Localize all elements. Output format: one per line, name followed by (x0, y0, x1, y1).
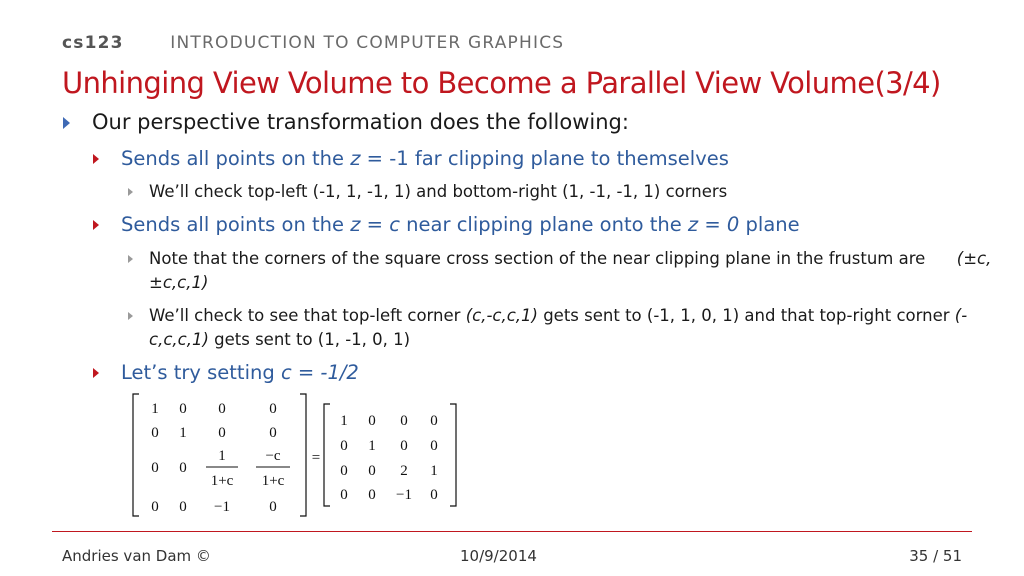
left-matrix-cell: 1 (151, 401, 159, 417)
left-matrix-cell: 0 (179, 499, 187, 515)
left-matrix-left-bracket (133, 394, 139, 516)
left-matrix-cell: 0 (151, 460, 159, 476)
matrix-equation (132, 392, 472, 520)
bullet-arrow-icon (128, 312, 133, 320)
bullet-perspective-transformation (63, 110, 629, 134)
course-code: cs123 (62, 33, 124, 53)
left-matrix-cell: 0 (218, 401, 226, 417)
bullet-far-plane (93, 147, 729, 170)
footer-date: 10/9/2014 (460, 547, 537, 565)
bullet-text: Our perspective transformation does the following: (92, 110, 629, 134)
bullet-check-corners (128, 180, 993, 204)
right-matrix-cell: 0 (430, 438, 438, 454)
right-matrix-left-bracket (324, 404, 330, 506)
bullet-arrow-icon (93, 368, 99, 378)
equals-sign: = (311, 450, 321, 466)
footer-divider (52, 531, 972, 532)
fraction-numerator: 1 (218, 448, 226, 464)
right-matrix-cell: 1 (430, 463, 438, 479)
bullet-arrow-icon (63, 117, 70, 129)
left-matrix-cell: 1 (179, 425, 187, 441)
fraction-denominator: 1+c (261, 473, 285, 489)
left-matrix-right-bracket (300, 394, 306, 516)
right-matrix-cell: 0 (340, 438, 348, 454)
bullet-text: Sends all points on the z = c near clipping plane onto the z = 0 plane (121, 213, 800, 236)
course-name: INTRODUCTION TO COMPUTER GRAPHICS (170, 33, 565, 53)
bullet-try-setting-c (93, 361, 359, 384)
right-matrix-cell: 0 (340, 463, 348, 479)
right-matrix-right-bracket (450, 404, 456, 506)
slide-header (62, 33, 564, 53)
right-matrix-cell: 0 (400, 413, 408, 429)
bullet-near-plane (93, 213, 800, 236)
bullet-arrow-icon (93, 154, 99, 164)
bullet-arrow-icon (93, 220, 99, 230)
bullet-text: Sends all points on the z = -1 far clipping plane to themselves (121, 147, 729, 170)
left-matrix-cell: 0 (218, 425, 226, 441)
right-matrix-cell: −1 (396, 487, 412, 503)
right-matrix-cell: 0 (368, 487, 376, 503)
bullet-corners-note (128, 247, 993, 295)
right-matrix-cell: 0 (430, 413, 438, 429)
left-matrix-cell: 0 (269, 401, 277, 417)
bullet-text: Note that the corners of the square cross section of the near clipping plane in the frustum are (±c,±c,c,1) (149, 249, 992, 292)
left-matrix-cell: 0 (269, 425, 277, 441)
left-matrix-cell: 0 (179, 460, 187, 476)
right-matrix-cell: 2 (400, 463, 408, 479)
fraction-numerator: −c (265, 448, 281, 464)
bullet-text: We’ll check to see that top-left corner (c,-c,c,1) gets sent to (-1, 1, 0, 1) and that top-right corner (-c,c,c,1) gets sent to (1, -1, 0, 1) (149, 306, 968, 349)
bullet-arrow-icon (128, 255, 133, 263)
left-matrix-cell: 0 (269, 499, 277, 515)
bullet-check-top-corners (128, 304, 993, 352)
footer-author: Andries van Dam © (62, 547, 211, 565)
bullet-text: Let’s try setting c = -1/2 (121, 361, 359, 384)
right-matrix-cell: 0 (430, 487, 438, 503)
right-matrix-cell: 0 (368, 463, 376, 479)
right-matrix-cell: 0 (340, 487, 348, 503)
left-matrix-cell: 0 (151, 499, 159, 515)
left-matrix-cell: −1 (214, 499, 230, 515)
bullet-arrow-icon (128, 188, 133, 196)
footer-page-number: 35 / 51 (909, 547, 962, 565)
right-matrix-cell: 1 (368, 438, 376, 454)
left-matrix-cell: 0 (179, 401, 187, 417)
fraction-denominator: 1+c (210, 473, 234, 489)
bullet-text: We’ll check top-left (-1, 1, -1, 1) and bottom-right (1, -1, -1, 1) corners (149, 182, 728, 201)
right-matrix-cell: 0 (368, 413, 376, 429)
right-matrix-cell: 1 (340, 413, 348, 429)
right-matrix-cell: 0 (400, 438, 408, 454)
slide-title: Unhinging View Volume to Become a Parallel View Volume(3/4) (62, 66, 941, 100)
left-matrix-cell: 0 (151, 425, 159, 441)
